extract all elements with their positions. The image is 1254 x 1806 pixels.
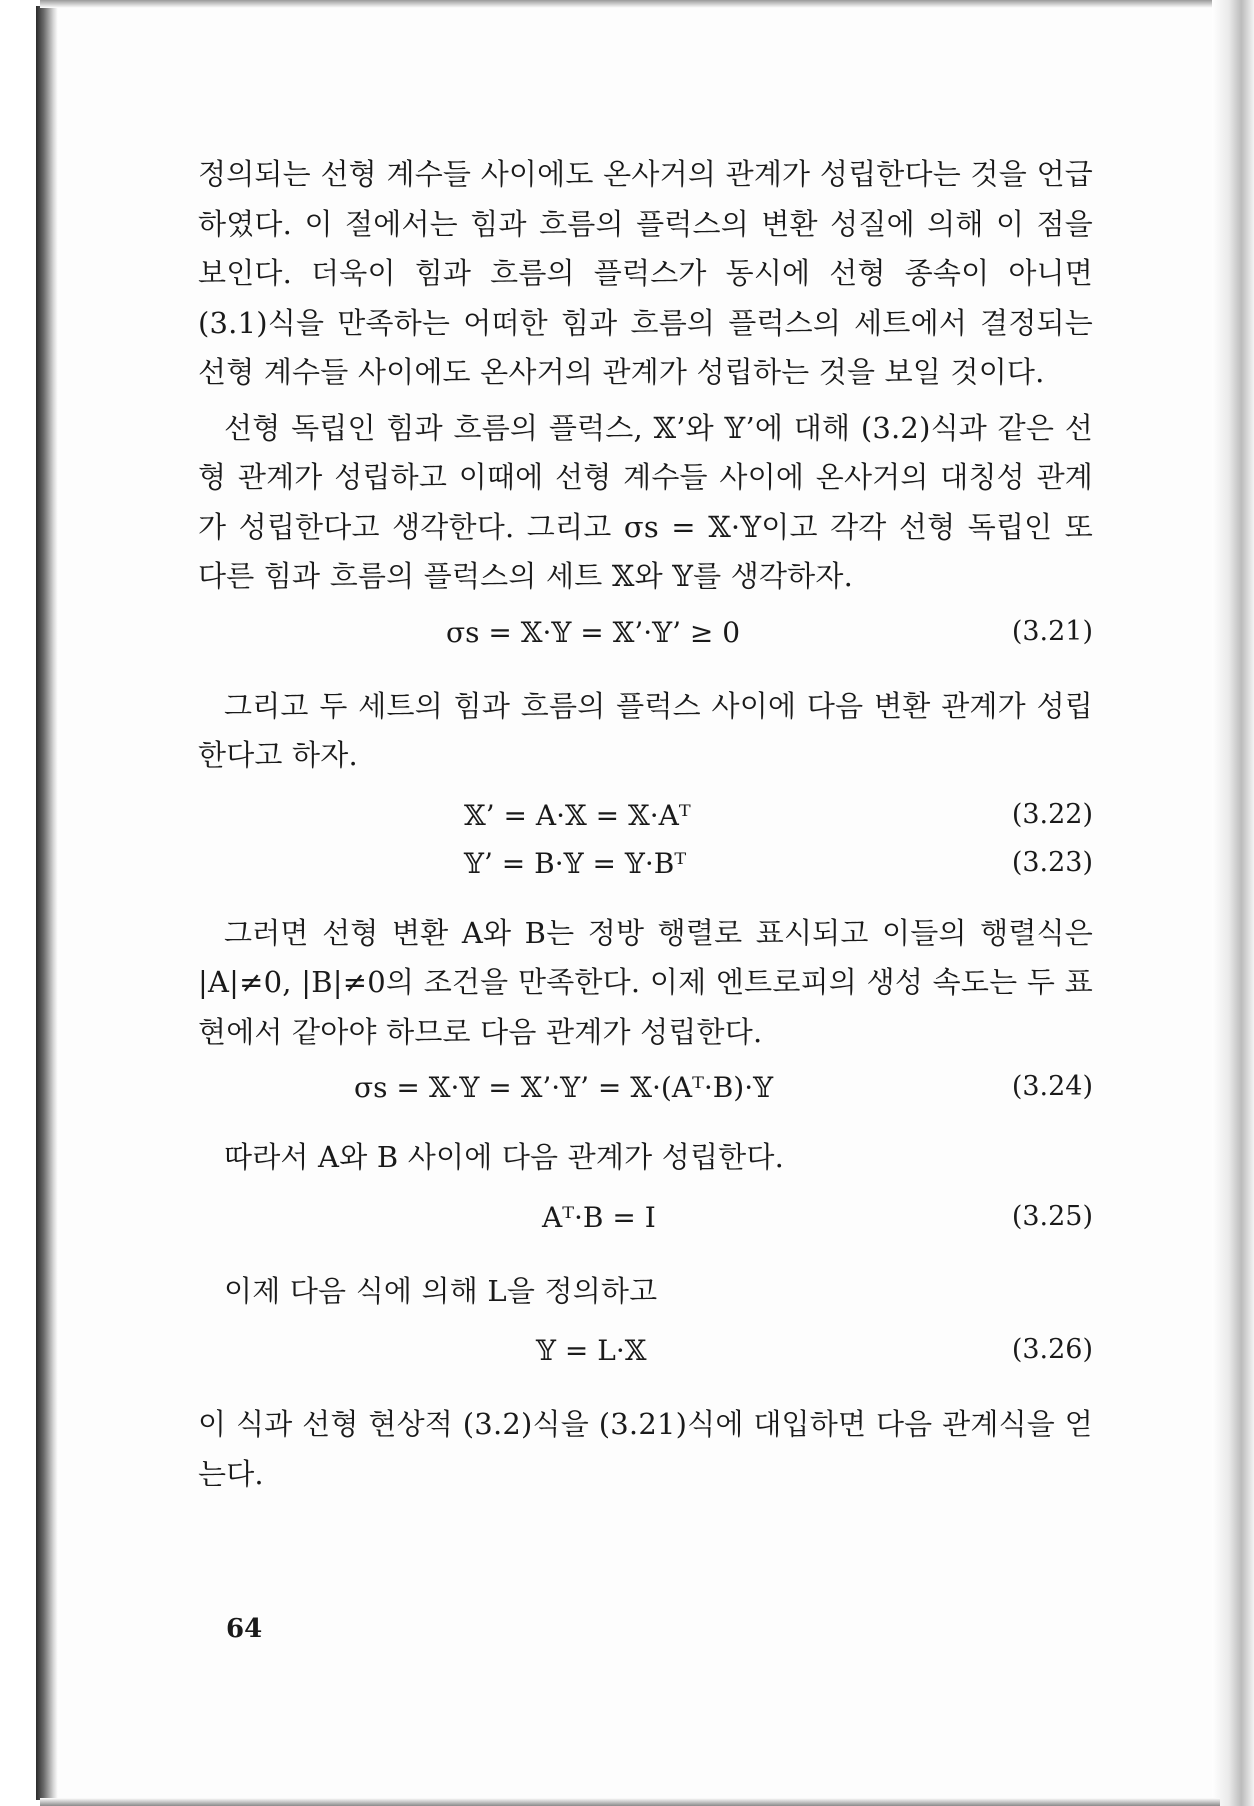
equation-number: (3.26) — [1011, 1334, 1093, 1365]
equation-3-22 — [198, 799, 1093, 847]
equation-expression: 𝕐 = L·𝕏 — [536, 1334, 647, 1367]
equation-expression: 𝕏’ = A·𝕏 = 𝕏·Aᵀ — [464, 798, 691, 832]
equation-number: (3.25) — [1011, 1200, 1093, 1232]
page-body — [198, 150, 1093, 1499]
equation-number: (3.24) — [1011, 1071, 1093, 1102]
page-edge-right — [1212, 0, 1254, 1806]
equation-number: (3.23) — [1011, 846, 1093, 878]
book-binding — [36, 6, 58, 1800]
equation-3-25 — [198, 1201, 1093, 1249]
equation-3-24 — [198, 1071, 1093, 1119]
equation-3-26 — [198, 1334, 1093, 1382]
page-number: 64 — [226, 1614, 263, 1644]
paragraph-3: 그리고 두 세트의 힘과 흐름의 플럭스 사이에 다음 변환 관계가 성립한다고 하자. — [198, 688, 1093, 772]
paragraph-4: 그러면 선형 변환 A와 B는 정방 행렬로 표시되고 이들의 행렬식은 |A|≠0, |B|≠0의 조건을 만족한다. 이제 엔트로피의 생성 속도는 두 표현에서 같아야 하므로 다음 관계가 성립한다. — [198, 915, 1093, 1049]
page-edge-bottom — [40, 1798, 1220, 1806]
equation-3-21 — [198, 616, 1093, 664]
paragraph-7: 이 식과 선형 현상적 (3.2)식을 (3.21)식에 대입하면 다음 관계식을 얻는다. — [198, 1407, 1093, 1491]
paragraph-1: 정의되는 선형 계수들 사이에도 온사거의 관계가 성립한다는 것을 언급하였다. 이 절에서는 힘과 흐름의 플럭스의 변환 성질에 의해 이 점을 보인다. 더욱이 힘과 흐름의 플럭스가 동시에 선형 종속이 아니면 (3.1)식을 만족하는 어떠한 힘과 흐름의 플럭스의 세트에서 결정되는 선형 계수들 사이에도 온사거의 관계가 성립하는 것을 보일 것이다. — [198, 157, 1093, 389]
equation-3-23 — [198, 847, 1093, 895]
paragraph-2: 선형 독립인 힘과 흐름의 플럭스, 𝕏’와 𝕐’에 대해 (3.2)식과 같은 선형 관계가 성립하고 이때에 선형 계수들 사이에 온사거의 대칭성 관계가 성립한다고 생각한다. 그리고 σs = 𝕏·𝕐이고 각각 선형 독립인 또 다른 힘과 흐름의 플럭스의 세트 𝕏와 𝕐를 생각하자. — [198, 410, 1093, 593]
equation-expression: σs = 𝕏·𝕐 = 𝕏’·𝕐’ ≥ 0 — [446, 615, 741, 649]
equation-number: (3.22) — [1011, 798, 1093, 830]
equation-expression: σs = 𝕏·𝕐 = 𝕏’·𝕐’ = 𝕏·(Aᵀ·B)·𝕐 — [354, 1071, 774, 1104]
equation-expression: 𝕐’ = B·𝕐 = 𝕐·Bᵀ — [464, 846, 687, 880]
equation-expression: Aᵀ·B = I — [542, 1200, 656, 1234]
paragraph-5: 따라서 A와 B 사이에 다음 관계가 성립한다. — [224, 1140, 785, 1174]
page-edge-top — [40, 0, 1220, 8]
paragraph-6: 이제 다음 식에 의해 L을 정의하고 — [224, 1273, 658, 1308]
equation-number: (3.21) — [1011, 615, 1093, 647]
